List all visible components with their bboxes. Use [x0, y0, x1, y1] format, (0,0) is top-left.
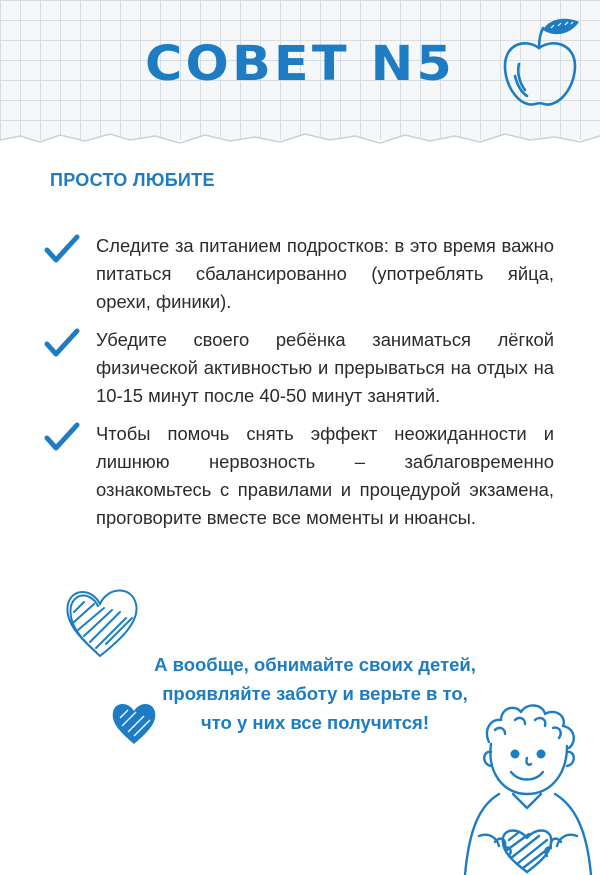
- list-item: [44, 232, 554, 316]
- tips-list: [44, 232, 554, 542]
- checkmark-icon: [44, 328, 80, 358]
- tip-text: Следите за питанием подростков: в это время важно питаться сбалансированно (употреблять яйца, орехи, финики).: [96, 235, 554, 312]
- section-title: ПРОСТО ЛЮБИТЕ: [50, 170, 215, 190]
- list-item: [44, 326, 554, 410]
- boy-holding-heart-illustration: [455, 690, 600, 875]
- list-item: [44, 420, 554, 532]
- closing-line: что у них все получится!: [200, 712, 430, 733]
- closing-line: проявляйте заботу и верьте в то,: [162, 683, 468, 704]
- torn-paper-edge: [0, 118, 600, 158]
- closing-line: А вообще, обнимайте своих детей,: [154, 654, 476, 675]
- tip-text: Чтобы помочь снять эффект неожиданности и лишнюю нервозность – заблаговременно ознакомьтесь с правилами и процедурой экзамена, проговорите вместе все моменты и нюансы.: [96, 423, 554, 528]
- apple-icon: [495, 14, 585, 114]
- checkmark-icon: [44, 422, 80, 452]
- tip-text: Убедите своего ребёнка заниматься лёгкой физической активностью и прерываться на отдых на 10-15 минут после 40-50 минут занятий.: [96, 329, 554, 406]
- page-title: COBET N5: [145, 36, 455, 92]
- checkmark-icon: [44, 234, 80, 264]
